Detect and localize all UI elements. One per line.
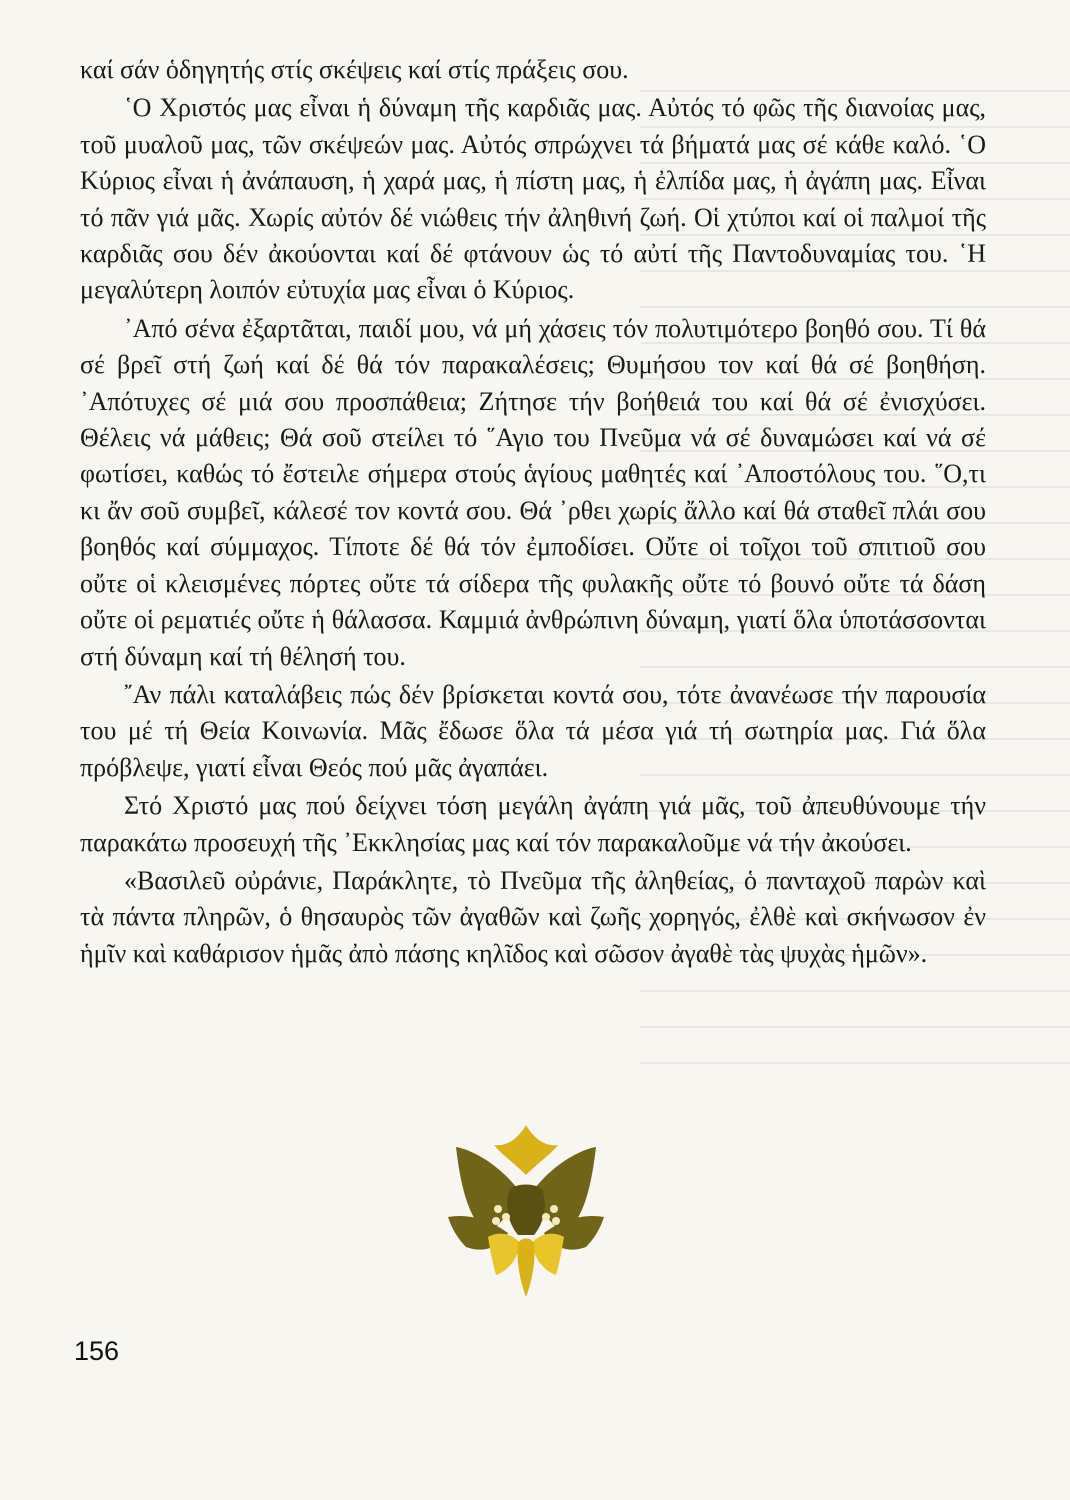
flower-ornament-icon bbox=[448, 1125, 604, 1297]
dot-6 bbox=[552, 1217, 560, 1225]
body-text bbox=[80, 52, 986, 972]
lower-right-petal bbox=[532, 1234, 564, 1275]
dot-2 bbox=[502, 1213, 510, 1221]
bottom-petal bbox=[517, 1239, 534, 1298]
prayer-paragraph: «Βασιλεῦ οὐράνιε, Παράκλητε, τὸ Πνεῦμα τῆς ἀληθείας, ὁ πανταχοῦ παρὼν καὶ τὰ πάντα πληρῶν, ὁ θησαυρὸς τῶν ἀγαθῶν καὶ ζωῆς χορηγός, ἐλθὲ καὶ σκήνωσον ἐν ἡμῖν καὶ καθάρισον ἡμᾶς ἀπὸ πάσης κηλῖδος καὶ σῶσον ἀγαθὲ τὰς ψυχὰς ἡμῶν». bbox=[80, 865, 986, 968]
top-petal bbox=[494, 1125, 558, 1175]
lower-left-petal bbox=[488, 1234, 520, 1275]
paragraph-4: ῎Αν πάλι καταλάβεις πώς δέν βρίσκεται κοντά σου, τότε ἀνανέωσε τήν παρουσία του μέ τή Θεία Κοινωνία. Μᾶς ἔδωσε ὅλα τά μέσα γιά τή σωτηρία μας. Γιά ὅλα πρόβλεψε, γιατί εἶναι Θεός πού μᾶς ἀγαπάει. bbox=[80, 679, 986, 782]
dot-5 bbox=[542, 1213, 550, 1221]
dot-1 bbox=[494, 1205, 502, 1213]
paragraph-2: ῾Ο Χριστός μας εἶναι ἡ δύναμη τῆς καρδιᾶς μας. Αὐτός τό φῶς τῆς διανοίας μας, τοῦ μυαλοῦ μας, τῶν σκέψεών μας. Αὐτός σπρώχνει τά βήματά μας σέ κάθε καλό. ῾Ο Κύριος εἶναι ἡ ἀνάπαυση, ἡ χαρά μας, ἡ πίστη μας, ἡ ἐλπίδα μας, ἡ ἀγάπη μας. Εἶναι τό πᾶν γιά μᾶς. Χωρίς αὐτόν δέ νιώθεις τήν ἀληθινή ζωή. Οἱ χτύποι καί οἱ παλμοί τῆς καρδιᾶς σου δέν ἀκούονται καί δέ φτάνουν ὡς τό αὐτί τῆς Παντοδυναμίας του. ῾Η μεγαλύτερη λοιπόν εὐτυχία μας εἶναι ὁ Κύριος. bbox=[80, 93, 986, 305]
page-number: 156 bbox=[74, 1336, 120, 1366]
dot-3 bbox=[492, 1217, 500, 1225]
dot-4 bbox=[550, 1205, 558, 1213]
paragraph-3: ᾿Από σένα ἐξαρτᾶται, παιδί μου, νά μή χάσεις τόν πολυτιμότερο βοηθό σου. Τί θά σέ βρεῖ στή ζωή καί δέ θά τόν παρακαλέσεις; Θυμήσου τον καί θά σέ βοηθήση. ᾿Απότυχες σέ μιά σου προσπάθεια; Ζήτησε τήν βοήθειά του καί θά σέ ἐνισχύσει. Θέλεις νά μάθεις; Θά σοῦ στείλει τό ῞Αγιο του Πνεῦμα νά σέ δυναμώσει καί νά σέ φωτίσει, καθώς τό ἔστειλε σήμερα στούς ἁγίους μαθητές καί ᾿Αποστόλους του. ῞Ο,τι κι ἄν σοῦ συμβεῖ, κάλεσέ τον κοντά σου. Θά ᾿ρθει χωρίς ἄλλο καί θά σταθεῖ πλάι σου βοηθός καί σύμμαχος. Τίποτε δέ θά τόν ἐμποδίσει. Οὔτε οἱ τοῖχοι τοῦ σπιτιοῦ σου οὔτε οἱ κλεισμένες πόρτες οὔτε τά σίδερα τῆς φυλακῆς οὔτε τό βουνό οὔτε τά δάση οὔτε οἱ ρεματιές οὔτε ἡ θάλασσα. Καμμιά ἀνθρώπινη δύναμη, γιατί ὅλα ὑποτάσσονται στή δύναμη καί τή θέλησή του. bbox=[80, 313, 986, 671]
paragraph-5: Στό Χριστό μας πού δείχνει τόση μεγάλη ἀγάπη γιά μᾶς, τοῦ ἀπευθύνουμε τήν παρακάτω προσευχή τῆς ᾿Εκκλησίας μας καί τόν παρακαλοῦμε νά τήν ἀκούσει. bbox=[80, 791, 986, 857]
paragraph-1: καί σάν ὁδηγητής στίς σκέψεις καί στίς πράξεις σου. bbox=[80, 55, 629, 84]
center-body bbox=[507, 1185, 545, 1236]
